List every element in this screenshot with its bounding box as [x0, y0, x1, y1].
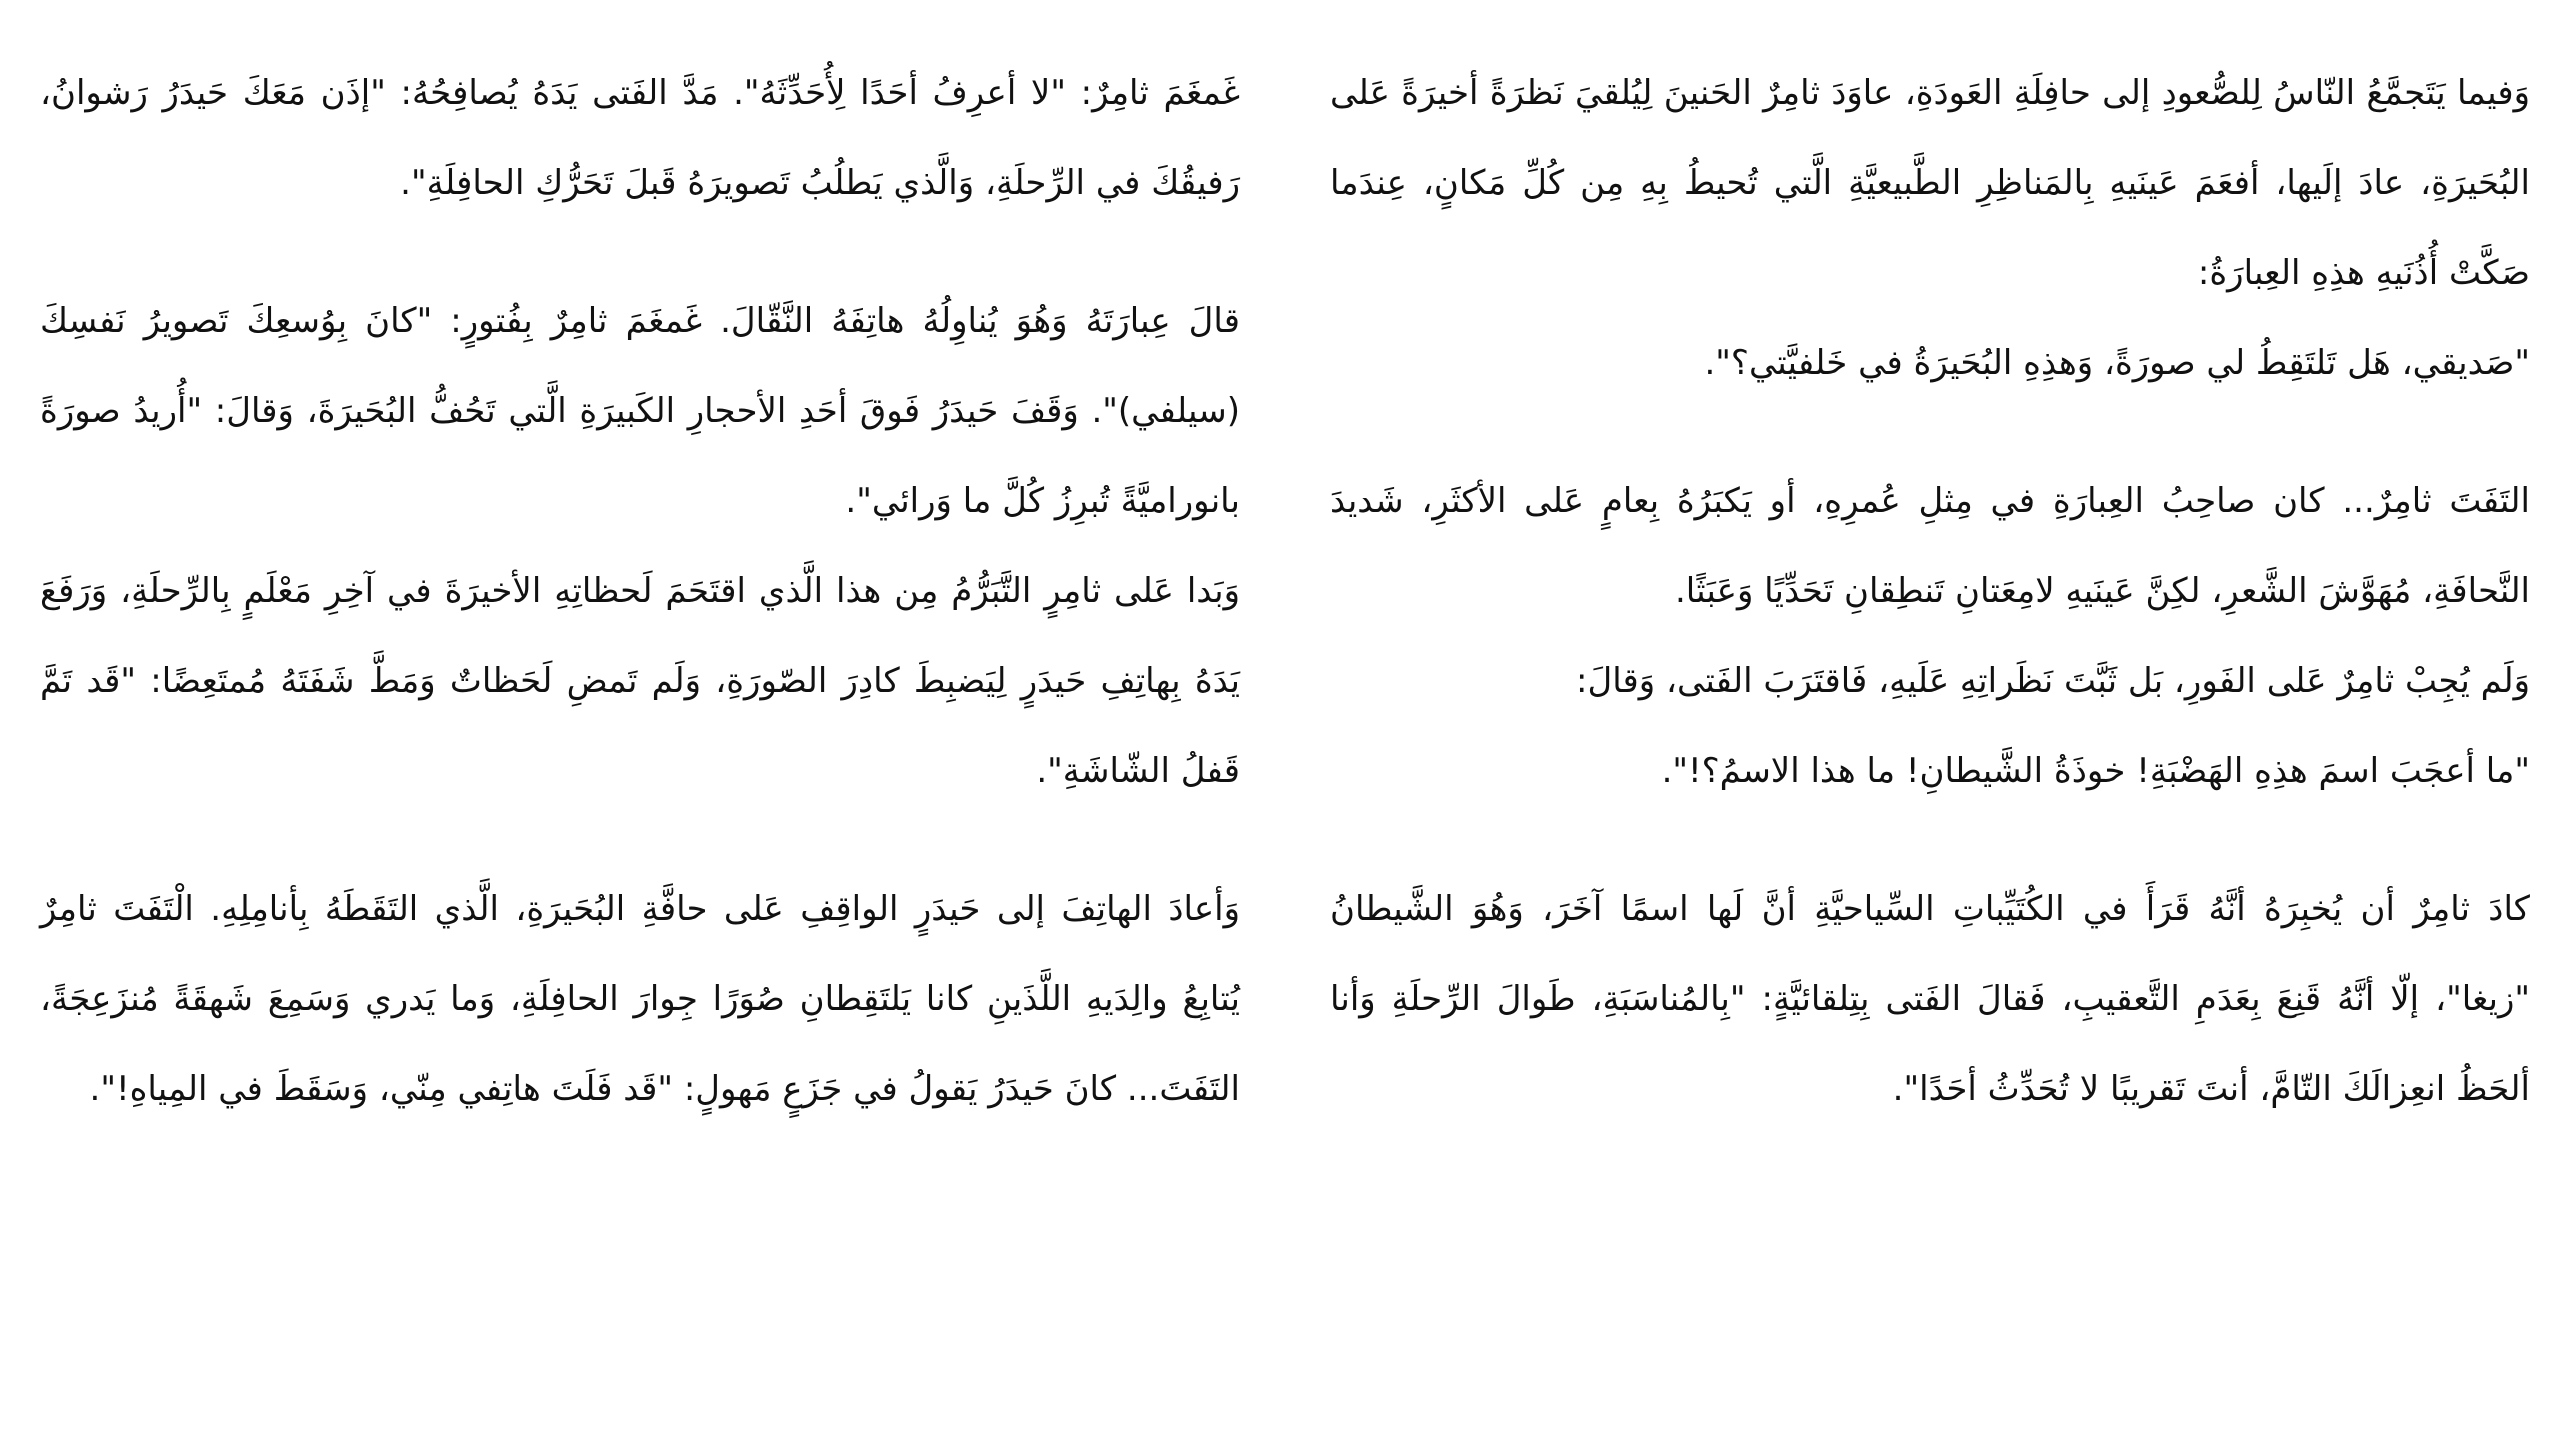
- paragraph-gap: [1330, 816, 2530, 864]
- paragraph-quote: "ما أعجَبَ اسمَ هذِهِ الهَضْبَةِ! خوذَةُ الشَّيطانِ! ما هذا الاسمُ؟!".: [1661, 751, 2530, 791]
- paragraph: غَمغَمَ ثامِرٌ: "لا أعرِفُ أحَدًا لِأُحَدِّثَهُ". مَدَّ الفَتى يَدَهُ يُصافِحُهُ: "إذَن مَعَكَ حَيدَرُ رَشوانُ، رَفيقُكَ في الرِّحلَةِ، وَالَّذي يَطلُبُ تَصويرَهُ قَبلَ تَحَرُّكِ الحافِلَةِ".: [40, 73, 1240, 203]
- paragraph: قالَ عِبارَتَهُ وَهُوَ يُناوِلُهُ هاتِفَهُ النَّقّالَ. غَمغَمَ ثامِرٌ بِفُتورٍ: "كانَ بِوُسعِكَ تَصويرُ نَفسِكَ (سيلفي)". وَقَفَ حَيدَرُ فَوقَ أحَدِ الأحجارِ الكَبيرَةِ الَّتي تَحُفُّ البُحَيرَةَ، وَقالَ: "أُريدُ صورَةً بانوراميَّةً تُبرِزُ كُلَّ ما وَرائي".: [40, 301, 1240, 521]
- paragraph: وَبَدا عَلى ثامِرٍ التَّبَرُّمُ مِن هذا الَّذي اقتَحَمَ لَحظاتِهِ الأخيرَةَ في آخِرِ مَعْلَمٍ بِالرِّحلَةِ، وَرَفَعَ يَدَهُ بِهاتِفِ حَيدَرٍ لِيَضبِطَ كادِرَ الصّورَةِ، وَلَم تَمضِ لَحَظاتٌ وَمَطَّ شَفَتَهُ مُمتَعِضًا: "قَد تَمَّ قَفلُ الشّاشَةِ".: [40, 571, 1240, 791]
- paragraph: كادَ ثامِرٌ أن يُخبِرَهُ أنَّهُ قَرَأَ في الكُتَيِّباتِ السِّياحيَّةِ أنَّ لَها اسمًا آخَرَ، وَهُوَ الشَّيطانُ "زيغا"، إلّا أنَّهُ قَنِعَ بِعَدَمِ التَّعقيبِ، فَقالَ الفَتى بِتِلقائيَّةٍ: "بِالمُناسَبَةِ، طَوالَ الرِّحلَةِ وَأنا ألحَظُ انعِزالَكَ التّامَّ، أنتَ تَقريبًا لا تُحَدِّثُ أحَدًا".: [1330, 889, 2530, 1109]
- paragraph: وَلَم يُجِبْ ثامِرٌ عَلى الفَورِ، بَل ثَبَّتَ نَظَراتِهِ عَلَيهِ، فَاقتَرَبَ الفَتى، وَقالَ:: [1576, 661, 2530, 701]
- paragraph-gap: [40, 816, 1240, 864]
- right-text-column: [1330, 48, 2530, 1134]
- paragraph: وَأعادَ الهاتِفَ إلى حَيدَرٍ الواقِفِ عَلى حافَّةِ البُحَيرَةِ، الَّذي التَقَطَهُ بِأنامِلِهِ. الْتَفَتَ ثامِرٌ يُتابِعُ والِدَيهِ اللَّذَينِ كانا يَلتَقِطانِ صُوَرًا جِوارَ الحافِلَةِ، وَما يَدري وَسَمِعَ شَهقَةً مُنزَعِجَةً، التَفَتَ... كانَ حَيدَرُ يَقولُ في جَزَعٍ مَهولٍ: "قَد فَلَتَ هاتِفي مِنّي، وَسَقَطَ في المِياهِ!".: [40, 889, 1240, 1109]
- paragraph: التَفَتَ ثامِرٌ... كان صاحِبُ العِبارَةِ في مِثلِ عُمرِهِ، أو يَكبَرُهُ بِعامٍ عَلى الأكثَرِ، شَديدَ النَّحافَةِ، مُهَوَّشَ الشَّعرِ، لكِنَّ عَينَيهِ لامِعَتانِ تَنطِقانِ تَحَدِّيًا وَعَبَثًا.: [1330, 481, 2530, 611]
- paragraph-gap: [40, 228, 1240, 276]
- paragraph-gap: [1330, 408, 2530, 456]
- paragraph: وَفيما يَتَجمَّعُ النّاسُ لِلصُّعودِ إلى حافِلَةِ العَودَةِ، عاوَدَ ثامِرٌ الحَنينَ لِيُلقيَ نَظرَةً أخيرَةً عَلى البُحَيرَةِ، عادَ إلَيها، أفعَمَ عَينَيهِ بِالمَناظِرِ الطَّبيعيَّةِ الَّتي تُحيطُ بِهِ مِن كُلِّ مَكانٍ، عِندَما صَكَّتْ أُذُنَيهِ هذِهِ العِبارَةُ:: [1330, 73, 2530, 293]
- paragraph-quote: "صَديقي، هَل تَلتَقِطُ لي صورَةً، وَهذِهِ البُحَيرَةُ في خَلفيَّتي؟".: [1704, 343, 2530, 383]
- left-text-column: [40, 48, 1240, 1134]
